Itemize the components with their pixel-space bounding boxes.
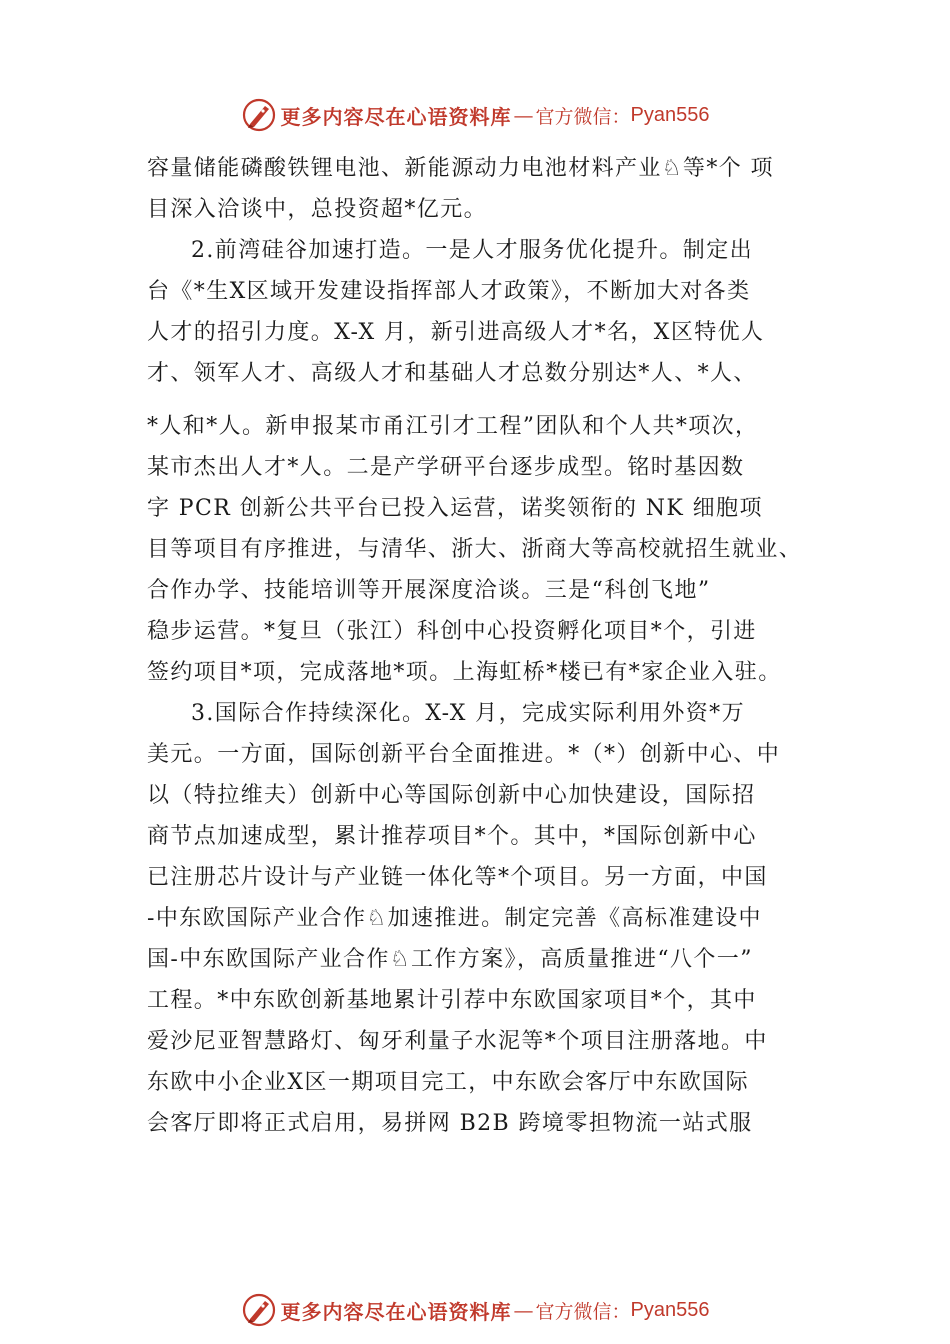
body-line-15: 美元。一方面，国际创新平台全面推进。*（*）创新中心、中 [147,742,781,767]
footer-separator: — [513,1298,534,1322]
document-body [147,148,811,1144]
body-line-11: 合作办学、技能培训等开展深度洽谈。三是“科创飞地” [147,578,711,603]
footer-wechat-id: Pyan556 [630,1298,710,1321]
body-line-2: 目深入洽谈中，总投资超*亿元。 [147,197,488,222]
body-line-5: 人才的招引力度。X-X 月，新引进高级人才*名，Ⅹ区特优人 [147,320,765,345]
header-wechat-id: Pyan556 [630,103,710,126]
footer-slogan: 更多内容尽在心语资料库 [280,1299,512,1324]
body-line-13: 签约项目*项，完成落地*项。上海虹桥*楼已有*家企业入驻。 [147,660,782,685]
body-line-17: 商节点加速成型，累计推荐项目*个。其中，*国际创新中心 [147,824,757,849]
footer-banner [0,1290,950,1330]
body-line-6: 才、领军人才、高级人才和基础人才总数分别达*人、*人、 [147,361,757,386]
body-line-8: 某市杰出人才*人。二是产学研平台逐步成型。铭时基因数 [147,455,745,480]
header-separator: — [513,103,534,127]
body-line-23: 东欧中小企业Ⅹ区一期项目完工，中东欧会客厅中东欧国际 [147,1070,750,1095]
body-line-24: 会客厅即将正式启用，易拼网 B2B 跨境零担物流一站式服 [147,1111,753,1136]
body-line-16: 以（特拉维夫）创新中心等国际创新中心加快建设，国际招 [147,783,756,808]
header-banner [0,95,950,135]
paragraph-2-start: 2.前湾硅谷加速打造。一是人才服务优化提升。制定出 [191,238,753,263]
body-line-1: 容量储能磷酸铁锂电池、新能源动力电池材料产业♘等*个 项 [147,156,774,181]
body-line-21: 工程。*中东欧创新基地累计引荐中东欧国家项目*个，其中 [147,988,757,1013]
footer-wechat-label: 官方微信： [535,1300,631,1323]
body-line-19: -中东欧国际产业合作♘加速推进。制定完善《高标准建设中 [147,906,762,931]
pen-logo-icon [241,97,277,133]
paragraph-3-start: 3.国际合作持续深化。X-X 月，完成实际利用外资*万 [191,701,745,726]
header-wechat-label: 官方微信： [535,105,631,128]
body-line-10: 目等项目有序推进，与清华、浙大、浙商大等高校就招生就业、 [147,537,803,562]
header-slogan: 更多内容尽在心语资料库 [280,104,512,129]
body-line-12: 稳步运营。*复旦（张江）科创中心投资孵化项目*个，引进 [147,619,757,644]
pen-logo-icon [241,1292,277,1328]
body-line-22: 爱沙尼亚智慧路灯、匈牙利量子水泥等*个项目注册落地。中 [147,1029,768,1054]
body-line-18: 已注册芯片设计与产业链一体化等*个项目。另一方面，中国 [147,865,768,890]
body-line-7: *人和*人。新申报某市甬江引才工程”团队和个人共*项次， [147,414,759,439]
body-line-4: 台《*生Ⅹ区域开发建设指挥部人才政策》，不断加大对各类 [147,279,751,304]
body-line-20: 国-中东欧国际产业合作♘工作方案》，高质量推进“八个一” [147,947,753,972]
body-line-9: 字 PCR 创新公共平台已投入运营，诺奖领衔的 NK 细胞项 [147,496,763,521]
